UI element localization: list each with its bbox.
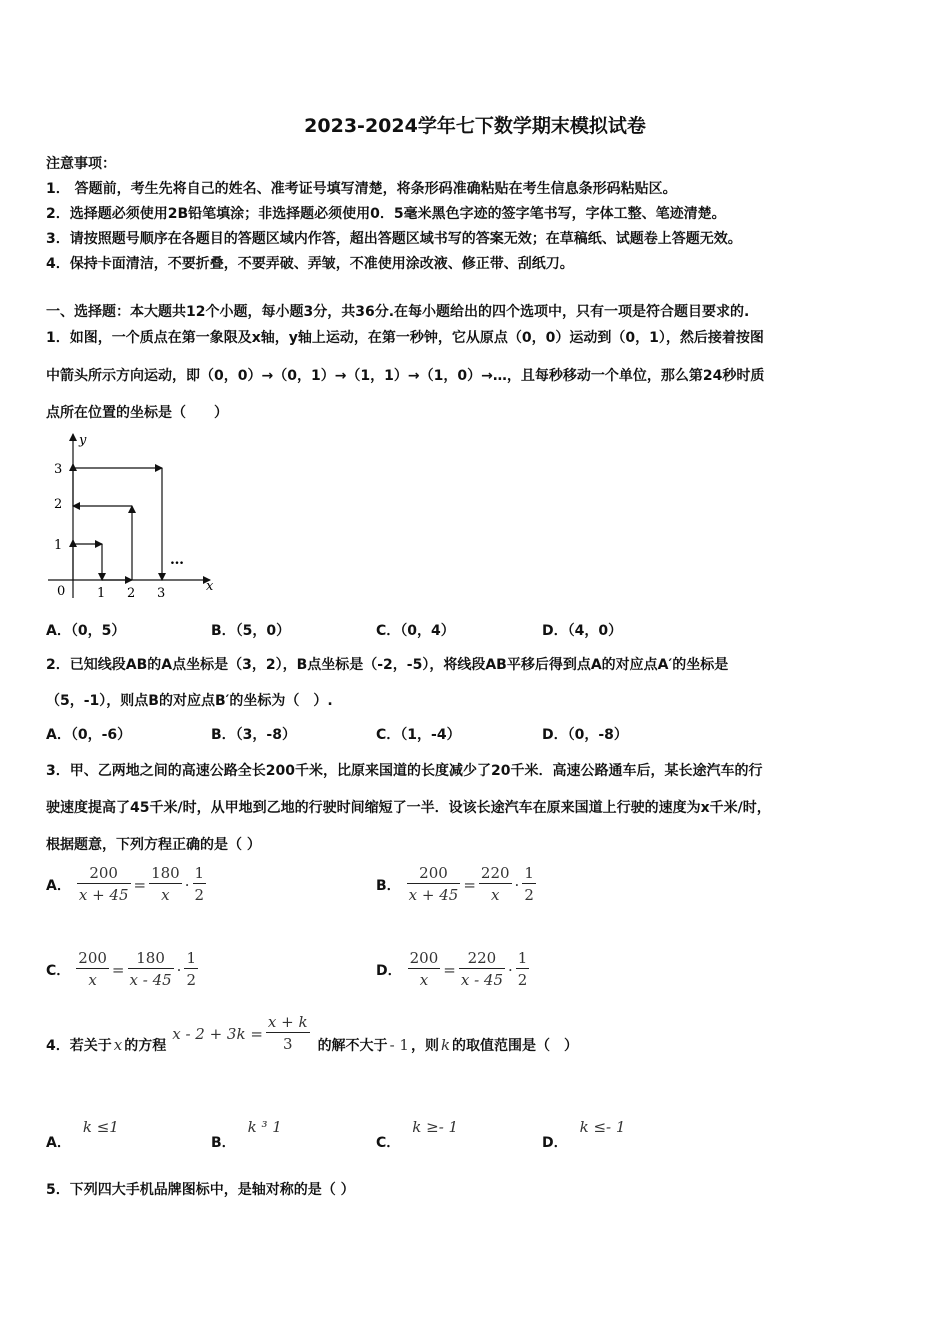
q2-option-c: C．（1，-4） [376,727,461,743]
q4-option-c [376,1118,458,1152]
section-heading: 一、选择题：本大题共12个小题，每小题3分，共36分.在每小题给出的四个选项中，只有一项是符合题目要求的. [46,304,750,320]
notice-item-3: 3．请按照题号顺序在各题目的答题区域内作答，超出答题区域书写的答案无效；在草稿纸、试题卷上答题无效。 [46,231,742,247]
y-tick-label: 2 [54,497,63,512]
equals-sign: = [111,960,125,979]
y-axis-label: y [79,433,87,448]
fraction-denominator: 2 [186,971,196,989]
q4-mid: 的方程 [124,1037,167,1054]
y-tick-label: 1 [54,538,63,553]
q1-path-figure [40,428,230,608]
q3-option-b [376,863,536,906]
q4-stem [46,1013,579,1055]
page-title: 2023-2024学年七下数学期末模拟试卷 [304,115,646,137]
q2-line-2: （5，-1），则点B的对应点B′的坐标为（ ）. [46,693,333,709]
q4-option-a [46,1118,119,1152]
equals-sign: = [463,875,476,894]
fraction-numerator: 1 [524,864,534,882]
fraction-numerator: 180 [151,864,180,882]
notice-item-4: 4．保持卡面清洁，不要折叠，不要弄破、弄皱，不准使用涂改液、修正带、刮纸刀。 [46,256,574,272]
q2-line-1: 2．已知线段AB的A点坐标是（3，2），B点坐标是（-2，-5），将线段AB平移后得到点A的对应点A′的坐标是 [46,657,729,673]
x-tick-label: 2 [127,586,136,601]
fraction-numerator: x + k [267,1013,308,1031]
option-label: B． [211,1135,236,1151]
y-tick-label: 3 [54,462,63,477]
q4-var-x: x [113,1035,123,1054]
fraction-numerator: 1 [186,949,196,967]
q3-option-c [46,948,198,991]
q1-option-c: C．（0，4） [376,623,455,639]
option-expression: k ≤1 [82,1118,119,1136]
fraction-numerator: 220 [480,864,510,882]
q3-line-1: 3．甲、乙两地之间的高速公路全长200千米，比原来国道的长度减少了20千米．高速公路通车后，某长途汽车的行 [46,763,763,779]
dot-operator: · [514,875,520,894]
dot-operator: · [176,960,182,979]
option-label: D． [376,962,402,979]
q4-suffix-2: ，则 [410,1037,439,1054]
option-label: C． [46,962,71,979]
fraction-numerator: 200 [77,863,131,884]
origin-label: 0 [57,584,66,599]
q3-option-a [46,863,206,906]
option-label: A． [46,1135,71,1151]
equals-sign: = [133,875,147,894]
dot-operator: · [184,875,190,894]
q3-option-d [376,948,529,991]
dot-operator: · [508,960,513,979]
fraction-numerator: 200 [409,949,439,967]
fraction-denominator: x [88,971,97,989]
q5-text: 5．下列四大手机品牌图标中，是轴对称的是（ ） [46,1182,355,1198]
q4-option-b [211,1118,282,1152]
q1-line-3: 点所在位置的坐标是（ ） [46,405,228,421]
fraction-numerator: 1 [194,864,205,882]
q4-option-d [542,1118,625,1152]
option-expression: k ≤- 1 [579,1118,626,1136]
notice-item-2: 2．选择题必须使用2B铅笔填涂；非选择题必须使用0．5毫米黑色字迹的签字笔书写，字体工整、笔迹清楚。 [46,206,726,222]
fraction-denominator: 3 [282,1035,293,1053]
q1-line-2: 中箭头所示方向运动，即（0，0）→（0，1）→（1，1）→（1，0）→…，且每秒移动一个单位，那么第24秒时质 [46,368,765,384]
q4-var-k: k [440,1035,451,1054]
q1-option-d: D．（4，0） [542,623,623,639]
fraction-denominator: x - 45 [460,971,503,989]
q1-option-a: A．（0，5） [46,623,126,639]
ellipsis: … [170,552,184,568]
fraction-denominator: x + 45 [408,886,459,904]
q4-equation-lhs: x - 2 + 3k = [172,1024,263,1043]
fraction-numerator: 1 [517,949,528,967]
notice-item-1: 1． 答题前，考生先将自己的姓名、准考证号填写清楚，将条形码准确粘贴在考生信息条形码粘贴区。 [46,181,677,197]
notice-heading: 注意事项： [46,156,116,172]
fraction-denominator: x [161,886,170,904]
q2-option-b: B．（3，-8） [211,727,296,743]
q1-option-b: B．（5，0） [211,623,291,639]
fraction-denominator: x - 45 [129,971,172,989]
option-expression: k ≥- 1 [412,1118,459,1136]
option-label: C． [376,1135,401,1151]
fraction-numerator: 220 [459,948,505,969]
x-tick-label: 3 [157,586,166,601]
fraction-denominator: x [419,971,429,989]
q4-bound: - 1 [389,1035,409,1054]
equals-sign: = [443,960,456,979]
q4-suffix-1: 的解不大于 [317,1037,388,1054]
fraction-numerator: 200 [78,949,107,967]
fraction-denominator: x + 45 [78,886,129,904]
option-label: D． [542,1135,568,1151]
fraction-denominator: 2 [194,886,205,904]
option-label: B． [376,877,401,894]
q4-prefix: 4．若关于 [46,1037,112,1054]
fraction-numerator: 200 [407,863,461,884]
fraction-denominator: 2 [524,886,534,904]
q2-option-a: A．（0，-6） [46,727,132,743]
fraction-denominator: x [490,886,500,904]
option-label: A． [46,877,71,894]
fraction-numerator: 180 [128,948,174,969]
q1-line-1: 1．如图，一个质点在第一象限及x轴，y轴上运动，在第一秒钟，它从原点（0，0）运动到（0，1），然后接着按图 [46,330,764,346]
q3-line-2: 驶速度提高了45千米/时，从甲地到乙地的行驶时间缩短了一半．设该长途汽车在原来国道上行驶的速度为x千米/时， [46,800,771,816]
x-tick-label: 1 [97,586,106,601]
fraction-denominator: 2 [517,971,528,989]
q2-option-d: D．（0，-8） [542,727,628,743]
x-axis-label: x [206,579,214,594]
q3-line-3: 根据题意，下列方程正确的是（ ） [46,837,261,853]
option-expression: k ³ 1 [247,1118,282,1136]
q4-suffix-3: 的取值范围是（ ） [452,1037,579,1054]
